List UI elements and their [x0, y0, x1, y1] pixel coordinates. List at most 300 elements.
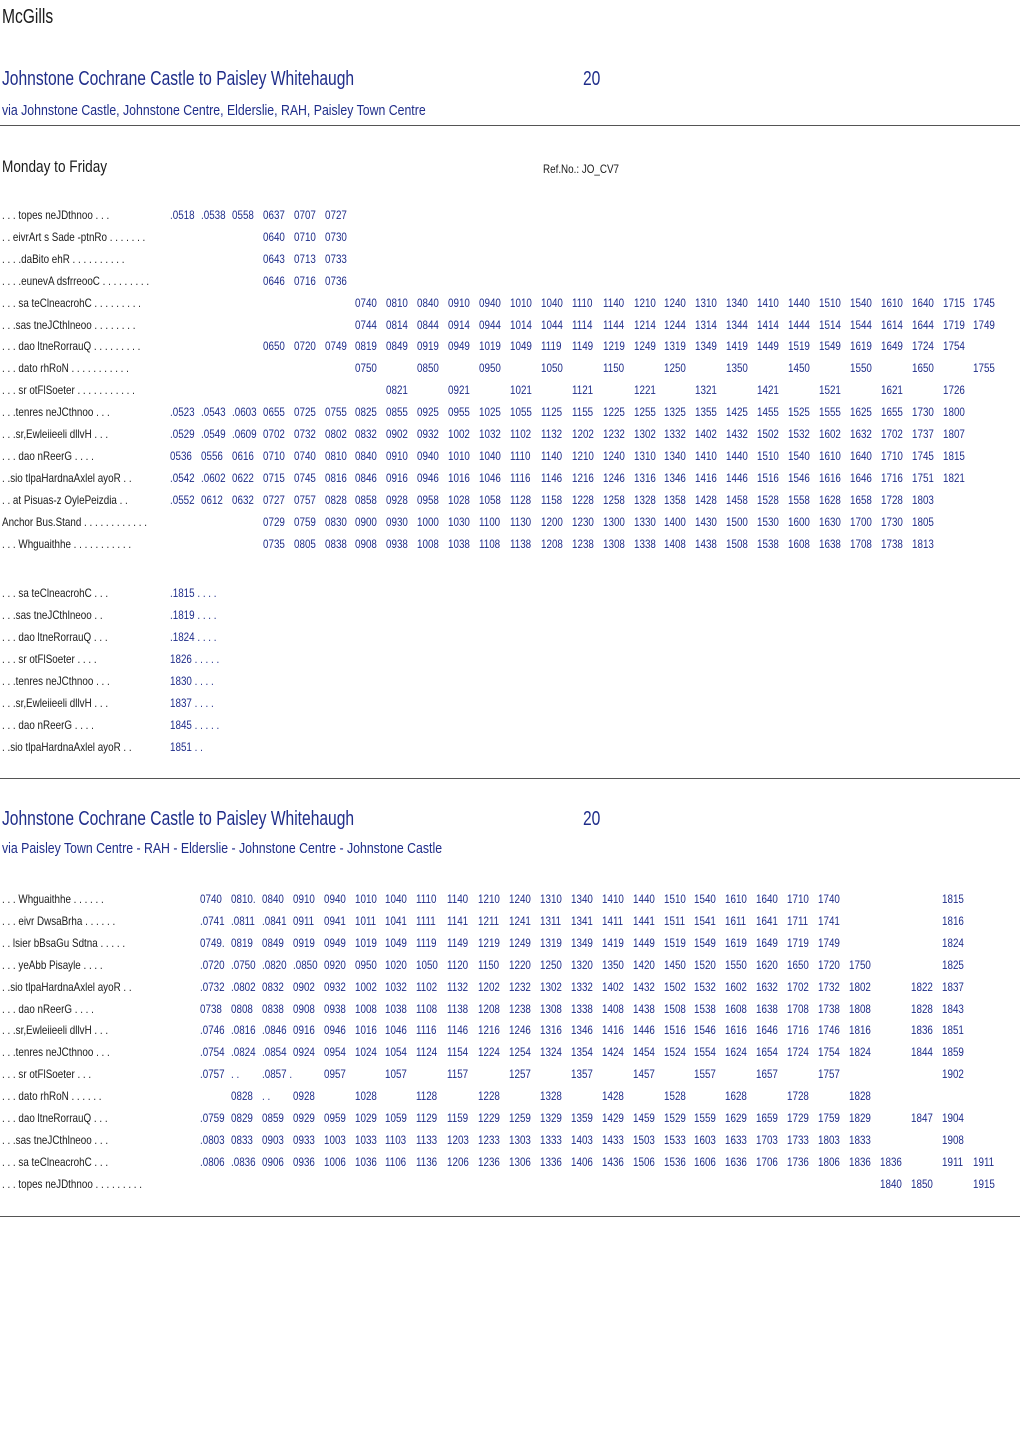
departure-time: 1549 [818, 339, 841, 354]
stop-name: . .sio tlpaHardnaAxlel ayoR . . [2, 979, 132, 994]
departure-time: 0919 [292, 935, 315, 950]
departure-time: 1503 [632, 1132, 655, 1147]
departure-time: 1444 [788, 317, 810, 332]
departure-time: 0802 [324, 427, 347, 441]
departure-time: 1859 [941, 1045, 964, 1060]
departure-time: 1010 [509, 295, 532, 310]
departure-time: 1257 [509, 1067, 531, 1082]
departure-time: 1111 [416, 913, 437, 928]
departure-time: 1108 [479, 536, 501, 551]
departure-time: 1511 [663, 913, 685, 928]
stop-name: . . . sa teClneacrohC . . . . . . . . . [2, 295, 141, 310]
departure-time: 1837 [941, 979, 964, 994]
departure-time: 1229 [478, 1111, 500, 1125]
departure-time: 1802 [848, 979, 871, 994]
departure-time: 1654 [756, 1045, 779, 1060]
departure-time: 1158 [540, 492, 562, 507]
departure-time: 1629 [725, 1111, 748, 1125]
departure-time: 0950 [479, 361, 501, 376]
departure-time: 1737 [911, 427, 934, 441]
departure-time: 1100 [479, 514, 501, 529]
departure-time: 1228 [571, 492, 594, 507]
departure-time: 1038 [448, 536, 470, 551]
departure-time: 1508 [663, 1001, 686, 1016]
departure-time: 1640 [849, 448, 872, 463]
stop-name: . . . sr otFlSoeter . . . . [2, 652, 97, 666]
departure-time: 1446 [726, 470, 749, 485]
departure-time: 1114 [571, 317, 593, 332]
departure-time: 0936 [292, 1154, 315, 1169]
departure-time: 1350 [601, 957, 624, 972]
departure-time: 1606 [694, 1154, 717, 1169]
departure-time: 1208 [540, 536, 563, 551]
departure-time: 1057 [385, 1067, 408, 1082]
departure-time: 1521 [818, 383, 841, 398]
departure-time: 1720 [818, 957, 840, 972]
departure-time: 1214 [633, 317, 656, 332]
departure-time: 1249 [509, 935, 531, 950]
departure-time: .0602 [200, 470, 226, 485]
departure-time: 1800 [942, 405, 965, 420]
departure-time: 0928 [292, 1089, 315, 1104]
departure-time: 1808 [848, 1001, 871, 1016]
departure-time: 1110 [571, 295, 593, 310]
departure-time: 1911 [941, 1154, 963, 1169]
section2-subtitle: via Paisley Town Centre - RAH - Elderslie - Johnstone Centre - Johnstone Castle [2, 840, 443, 857]
departure-time: 1610 [725, 892, 748, 906]
departure-time: .0836 [230, 1154, 256, 1169]
departure-time: 0825 [355, 405, 378, 420]
departure-time: 0919 [417, 339, 440, 354]
departure-time: 0702 [262, 427, 285, 441]
departure-time: 0957 [323, 1067, 346, 1082]
departure-time: 0944 [479, 317, 501, 332]
departure-time: 0750 [355, 361, 378, 376]
departure-time: 1332 [570, 979, 593, 994]
company-name: McGills [2, 6, 54, 28]
departure-time: 1625 [849, 405, 872, 420]
departure-time: 1306 [509, 1154, 531, 1169]
departure-time: .1815 . . . . [170, 586, 217, 600]
departure-time: 1128 [416, 1089, 438, 1104]
departure-time: 1033 [354, 1132, 377, 1147]
departure-time: 1449 [632, 935, 655, 950]
departure-time: 1219 [602, 339, 625, 354]
departure-time: 0715 [262, 470, 285, 485]
departure-time: 0720 [293, 339, 316, 354]
departure-time: 1130 [509, 514, 532, 529]
departure-time: 1002 [448, 427, 470, 441]
departure-time: 0916 [386, 470, 409, 485]
departure-time: 1702 [787, 979, 809, 994]
departure-time: 1750 [848, 957, 871, 972]
departure-time: 1844 [910, 1045, 933, 1060]
departure-time: 1726 [942, 383, 965, 398]
departure-time: 1708 [787, 1001, 809, 1016]
departure-time: 1459 [632, 1111, 655, 1125]
departure-time: 1025 [479, 405, 501, 420]
stop-name: . . .tenres neJCthnoo . . . [2, 674, 110, 688]
departure-time: 1406 [570, 1154, 593, 1169]
departure-time: 0810. [230, 892, 256, 906]
departure-time: 1008 [354, 1001, 377, 1016]
departure-time: 1755 [973, 361, 996, 376]
departure-time: 1449 [757, 339, 779, 354]
stop-name: . . . sa teClneacrohC . . . [2, 586, 109, 600]
stop-name: . . . .daBito ehR . . . . . . . . . . [2, 251, 125, 266]
stop-name: . . . dato rhRoN . . . . . . . . . . . [2, 361, 129, 376]
section-divider [0, 778, 1020, 779]
departure-time: 1240 [509, 892, 531, 906]
departure-time: 1616 [818, 470, 841, 485]
departure-time: 1828 [848, 1089, 871, 1104]
departure-time: 1355 [695, 405, 718, 420]
departure-time: 0928 [386, 492, 409, 507]
departure-time: 0808 [230, 1001, 253, 1016]
departure-time: 1845 . . . . . [170, 718, 220, 732]
departure-time: 1608 [725, 1001, 748, 1016]
departure-time: 1738 [818, 1001, 840, 1016]
stop-name: . . . dao ltneRorrauQ . . . . . . . . . [2, 339, 141, 354]
departure-time: 0828 [324, 492, 347, 507]
departure-time: 1532 [788, 427, 810, 441]
departure-time: 1508 [726, 536, 749, 551]
departure-time: 0814 [386, 317, 409, 332]
departure-time: 0949 [323, 935, 346, 950]
departure-time: 0833 [230, 1132, 253, 1147]
departure-time: 1210 [571, 448, 594, 463]
departure-time: 1250 [664, 361, 687, 376]
departure-time: 1411 [601, 913, 623, 928]
departure-time: 1246 [509, 1023, 531, 1038]
departure-time: 0910 [292, 892, 315, 906]
departure-time: 1019 [354, 935, 377, 950]
departure-time: 1046 [479, 470, 501, 485]
departure-time: 1208 [478, 1001, 500, 1016]
departure-time: 0908 [292, 1001, 315, 1016]
departure-time: 1850 [910, 1176, 933, 1191]
departure-time: 1054 [385, 1045, 408, 1060]
departure-time: 1428 [695, 492, 718, 507]
departure-time: 0954 [323, 1045, 346, 1060]
departure-time: 1110 [509, 448, 531, 463]
departure-time: 1225 [602, 405, 625, 420]
departure-time: 1538 [757, 536, 779, 551]
departure-time: 1310 [633, 448, 656, 463]
stop-name: . . .sr,Ewleiieeli dllvH . . . [2, 696, 109, 710]
stop-name: . .sio tlpaHardnaAxlel ayoR . . [2, 470, 132, 485]
departure-time: 1730 [911, 405, 934, 420]
departure-time: 1024 [354, 1045, 377, 1060]
departure-time: 1438 [632, 1001, 655, 1016]
departure-time: 1902 [941, 1067, 964, 1082]
departure-time: 0846 [355, 470, 378, 485]
departure-time: 1700 [849, 514, 872, 529]
departure-time: 1538 [694, 1001, 717, 1016]
departure-time: 1908 [941, 1132, 964, 1147]
stop-name: . . .sas tneJCthlneoo . . . [2, 1132, 109, 1147]
departure-time: 0650 [262, 339, 285, 354]
departure-time: 0805 [293, 536, 316, 551]
departure-time: 0745 [293, 470, 316, 485]
departure-time: 1346 [664, 470, 687, 485]
departure-time: 1558 [788, 492, 810, 507]
departure-time: 1630 [818, 514, 841, 529]
departure-time: 1141 [447, 913, 469, 928]
departure-time: 1837 . . . . [170, 696, 214, 710]
departure-time: 1619 [849, 339, 872, 354]
departure-time: 1550 [725, 957, 748, 972]
departure-time: 1408 [664, 536, 687, 551]
departure-time: 1706 [756, 1154, 779, 1169]
departure-time: 1410 [695, 448, 718, 463]
departure-time: 1904 [941, 1111, 964, 1125]
departure-time: 1029 [354, 1111, 377, 1125]
departure-time: 1254 [509, 1045, 531, 1060]
departure-time: 1640 [756, 892, 779, 906]
departure-time: 1440 [726, 448, 749, 463]
departure-time: 1149 [447, 935, 469, 950]
stop-name: . . . sa teClneacrohC . . . [2, 1154, 109, 1169]
departure-time: 0924 [292, 1045, 315, 1060]
departure-time: 1454 [632, 1045, 655, 1060]
departure-time: 0838 [324, 536, 347, 551]
departure-time: 1124 [416, 1045, 438, 1060]
departure-time: 1851 . . [170, 740, 203, 754]
departure-time: 1357 [570, 1067, 593, 1082]
departure-time: 1638 [756, 1001, 779, 1016]
departure-time: 0955 [448, 405, 470, 420]
departure-time: 0959 [323, 1111, 346, 1125]
departure-time: 1036 [354, 1154, 377, 1169]
stop-name: . . . sr otFlSoeter . . . [2, 1067, 92, 1082]
departure-time: 1349 [695, 339, 718, 354]
departure-time: 1055 [509, 405, 532, 420]
departure-time: 1410 [601, 892, 624, 906]
departure-time: 1240 [664, 295, 687, 310]
departure-time: 1138 [509, 536, 532, 551]
departure-time: 1724 [911, 339, 934, 354]
stop-name: Anchor Bus.Stand . . . . . . . . . . . . [2, 514, 147, 529]
departure-time: 1149 [571, 339, 593, 354]
departure-time: 1010 [448, 448, 470, 463]
departure-time: 1816 [941, 913, 964, 928]
departure-time: 1851 [941, 1023, 964, 1038]
departure-time: 1519 [663, 935, 686, 950]
departure-time: 1550 [849, 361, 872, 376]
departure-time: 1236 [478, 1154, 500, 1169]
departure-time: 0932 [417, 427, 440, 441]
departure-time: 1040 [385, 892, 408, 906]
stop-name: . . . Whguaithhe . . . . . . [2, 892, 104, 906]
departure-time: 0925 [417, 405, 440, 420]
departure-time: 1050 [540, 361, 563, 376]
departure-time: .0732 [200, 979, 225, 994]
departure-time: .0816 [230, 1023, 256, 1038]
stop-name: . . . dao nReerG . . . . [2, 718, 94, 732]
departure-time: 1514 [818, 317, 841, 332]
departure-time: 1506 [632, 1154, 655, 1169]
departure-time: .0746 [200, 1023, 225, 1038]
departure-time: 1719 [942, 317, 965, 332]
departure-time: 1216 [571, 470, 594, 485]
section1-route-number: 20 [583, 68, 601, 90]
departure-time: 1432 [726, 427, 749, 441]
departure-time: 1640 [911, 295, 934, 310]
departure-time: 1238 [571, 536, 594, 551]
departure-time: 1708 [849, 536, 872, 551]
departure-time: 1807 [942, 427, 965, 441]
departure-time: 1540 [788, 448, 810, 463]
departure-time: 1340 [664, 448, 687, 463]
departure-time: 1620 [756, 957, 779, 972]
stop-name: . . . topes neJDthnoo . . . [2, 208, 110, 222]
departure-time: 0637 [262, 208, 285, 222]
departure-time: 1320 [570, 957, 593, 972]
departure-time: 0536 [170, 448, 192, 463]
departure-time: 1028 [354, 1089, 377, 1104]
departure-time: 1359 [570, 1111, 593, 1125]
departure-time: 1310 [539, 892, 562, 906]
departure-time: 1429 [601, 1111, 624, 1125]
stop-name: . . . dao ltneRorrauQ . . . [2, 630, 108, 644]
departure-time: 1813 [911, 536, 934, 551]
departure-time: 1211 [478, 913, 500, 928]
departure-time: 1730 [880, 514, 903, 529]
departure-time: 0849 [386, 339, 409, 354]
departure-time: 1238 [509, 1001, 531, 1016]
departure-time: 1110 [416, 892, 437, 906]
departure-time: 1719 [787, 935, 809, 950]
departure-time: 1324 [539, 1045, 562, 1060]
departure-time: 0616 [231, 448, 254, 463]
departure-time: 1458 [726, 492, 749, 507]
departure-time: 1133 [416, 1132, 438, 1147]
departure-time: 1028 [448, 492, 470, 507]
departure-time: .0759 [200, 1111, 225, 1125]
departure-time: 1050 [416, 957, 439, 972]
departure-time: 1046 [385, 1023, 408, 1038]
reference-number: Ref.No.: JO_CV7 [543, 162, 620, 176]
departure-time: 1702 [880, 427, 903, 441]
departure-time: 1602 [818, 427, 841, 441]
stop-name: . . . sr otFlSoeter . . . . . . . . . . . [2, 383, 135, 398]
departure-time: 1528 [757, 492, 779, 507]
departure-time: 1354 [570, 1045, 593, 1060]
departure-time: 1319 [664, 339, 687, 354]
departure-time: 0949 [448, 339, 470, 354]
departure-time: 1016 [354, 1023, 377, 1038]
departure-time: 1058 [479, 492, 501, 507]
departure-time: 1428 [601, 1089, 624, 1104]
departure-time: 0558 [231, 208, 254, 222]
departure-time: 1655 [880, 405, 903, 420]
departure-time: 1836 [848, 1154, 871, 1169]
departure-time: 1728 [787, 1089, 809, 1104]
departure-time: 1157 [447, 1067, 469, 1082]
departure-time: 1628 [725, 1089, 748, 1104]
departure-time: 1002 [354, 979, 377, 994]
departure-time: 1040 [540, 295, 563, 310]
departure-time: 1049 [509, 339, 532, 354]
departure-time: 1740 [818, 892, 840, 906]
departure-time: 1421 [757, 383, 779, 398]
departure-time: 1328 [633, 492, 656, 507]
departure-time: 1636 [725, 1154, 748, 1169]
departure-time: 0622 [231, 470, 254, 485]
departure-time: 0902 [292, 979, 315, 994]
departure-time: 1658 [849, 492, 872, 507]
departure-time: 0819 [230, 935, 253, 950]
departure-time: 1103 [385, 1132, 407, 1147]
departure-time: 0819 [355, 339, 378, 354]
departure-time: 1540 [849, 295, 872, 310]
departure-time: 1119 [416, 935, 437, 950]
departure-time: 1610 [818, 448, 841, 463]
departure-time: 1108 [416, 1001, 438, 1016]
departure-time: 1336 [539, 1154, 562, 1169]
departure-time: 1059 [385, 1111, 408, 1125]
stop-name: . . eivrArt s Sade -ptnRo . . . . . . . [2, 229, 146, 244]
departure-time: 0858 [355, 492, 378, 507]
departure-time: 1836 [910, 1023, 933, 1038]
departure-time: 0933 [292, 1132, 315, 1147]
departure-time: 0914 [448, 317, 470, 332]
section1-subtitle: via Johnstone Castle, Johnstone Centre, Elderslie, RAH, Paisley Town Centre [2, 102, 426, 119]
departure-time: 0732 [293, 427, 316, 441]
departure-time: 0640 [262, 229, 285, 244]
departure-time: 1425 [726, 405, 749, 420]
departure-time: 1602 [725, 979, 748, 994]
departure-time: .0857 . [261, 1067, 292, 1082]
departure-time: 0849 [261, 935, 284, 950]
departure-time: 1338 [570, 1001, 593, 1016]
stop-name: . . .sr,Ewleiieeli dllvH . . . [2, 1023, 109, 1038]
departure-time: 0749. [200, 935, 225, 950]
departure-time: 1633 [725, 1132, 748, 1147]
departure-time: 1310 [695, 295, 718, 310]
departure-time: 1016 [448, 470, 470, 485]
departure-time: 1836 [879, 1154, 902, 1169]
departure-time: 0932 [323, 979, 346, 994]
departure-time: 1014 [509, 317, 532, 332]
departure-time: 0940 [323, 892, 346, 906]
departure-time: 1822 [910, 979, 933, 994]
section1-title: Johnstone Cochrane Castle to Paisley Whitehaugh [2, 68, 355, 90]
departure-time: 1650 [787, 957, 809, 972]
stop-name: . . .tenres neJCthnoo . . . [2, 405, 110, 420]
departure-time: 1519 [788, 339, 810, 354]
departure-time: .0518 [170, 208, 195, 222]
departure-time: 1202 [571, 427, 594, 441]
departure-time: 0810 [386, 295, 409, 310]
section2-title: Johnstone Cochrane Castle to Paisley Whitehaugh [2, 808, 355, 830]
departure-time: 1119 [540, 339, 562, 354]
departure-time: 1833 [848, 1132, 871, 1147]
departure-time: 1021 [509, 383, 532, 398]
departure-time: 0740 [293, 448, 316, 463]
departure-time: 1430 [695, 514, 718, 529]
departure-time: .0841 [261, 913, 287, 928]
departure-time: 1128 [509, 492, 532, 507]
departure-time: 1210 [633, 295, 656, 310]
departure-time: 1738 [880, 536, 903, 551]
departure-time: 1828 [910, 1001, 933, 1016]
departure-time: 1220 [509, 957, 531, 972]
departure-time: 1510 [757, 448, 779, 463]
departure-time: 1628 [818, 492, 841, 507]
departure-time: 1646 [849, 470, 872, 485]
